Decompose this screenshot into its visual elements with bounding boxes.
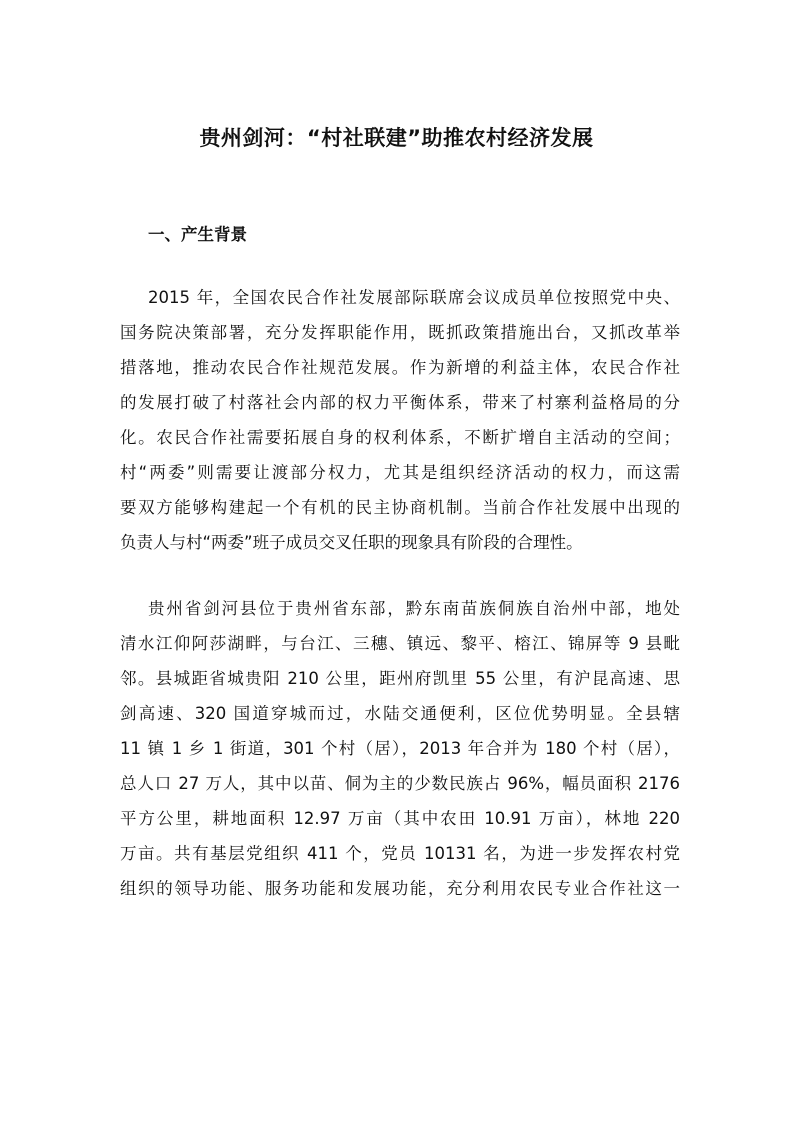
paragraph-2-line: 清水江仰阿莎湖畔，与台江、三穗、镇远、黎平、榕江、锦屏等 9 县毗	[120, 634, 680, 653]
paragraph-1-line: 村“两委”则需要让渡部分权力，尤其是组织经济活动的权力，而这需	[120, 463, 680, 482]
paragraph-2-line: 邻。县城距省城贵阳 210 公里，距州府凯里 55 公里，有沪昆高速、思	[120, 669, 680, 688]
paragraph-1-line: 要双方能够构建起一个有机的民主协商机制。当前合作社发展中出现的	[120, 498, 680, 517]
paragraph-2-line: 万亩。共有基层党组织 411 个，党员 10131 名，为进一步发挥农村党	[120, 844, 680, 863]
paragraph-2-line: 总人口 27 万人，其中以苗、侗为主的少数民族占 96%，幅员面积 2176	[120, 774, 680, 793]
paragraph-2-line: 剑高速、320 国道穿城而过，水陆交通便利，区位优势明显。全县辖	[120, 704, 680, 723]
paragraph-2-line: 11 镇 1 乡 1 街道，301 个村（居），2013 年合并为 180 个村（居），	[120, 739, 680, 758]
document-title: 贵州剑河：“村社联建”助推农村经济发展	[199, 126, 594, 150]
paragraph-1-line: 化。农民合作社需要拓展自身的权利体系，不断扩增自主活动的空间；	[120, 428, 680, 447]
section-heading: 一、产生背景	[148, 225, 247, 244]
paragraph-1-line: 措落地，推动农民合作社规范发展。作为新增的利益主体，农民合作社	[120, 358, 680, 377]
paragraph-2-line: 平方公里，耕地面积 12.97 万亩（其中农田 10.91 万亩），林地 220	[120, 809, 680, 828]
paragraph-1-line: 负责人与村“两委”班子成员交叉任职的现象具有阶段的合理性。	[120, 533, 583, 552]
paragraph-1-line: 的发展打破了村落社会内部的权力平衡体系，带来了村寨利益格局的分	[120, 393, 680, 412]
paragraph-2-line: 组织的领导功能、服务功能和发展功能，充分利用农民专业合作社这一	[120, 879, 680, 898]
paragraph-2-line: 贵州省剑河县位于贵州省东部，黔东南苗族侗族自治州中部，地处	[148, 599, 680, 618]
paragraph-1-line: 2015 年，全国农民合作社发展部际联席会议成员单位按照党中央、	[148, 288, 680, 307]
paragraph-1-line: 国务院决策部署，充分发挥职能作用，既抓政策措施出台，又抓改革举	[120, 323, 680, 342]
